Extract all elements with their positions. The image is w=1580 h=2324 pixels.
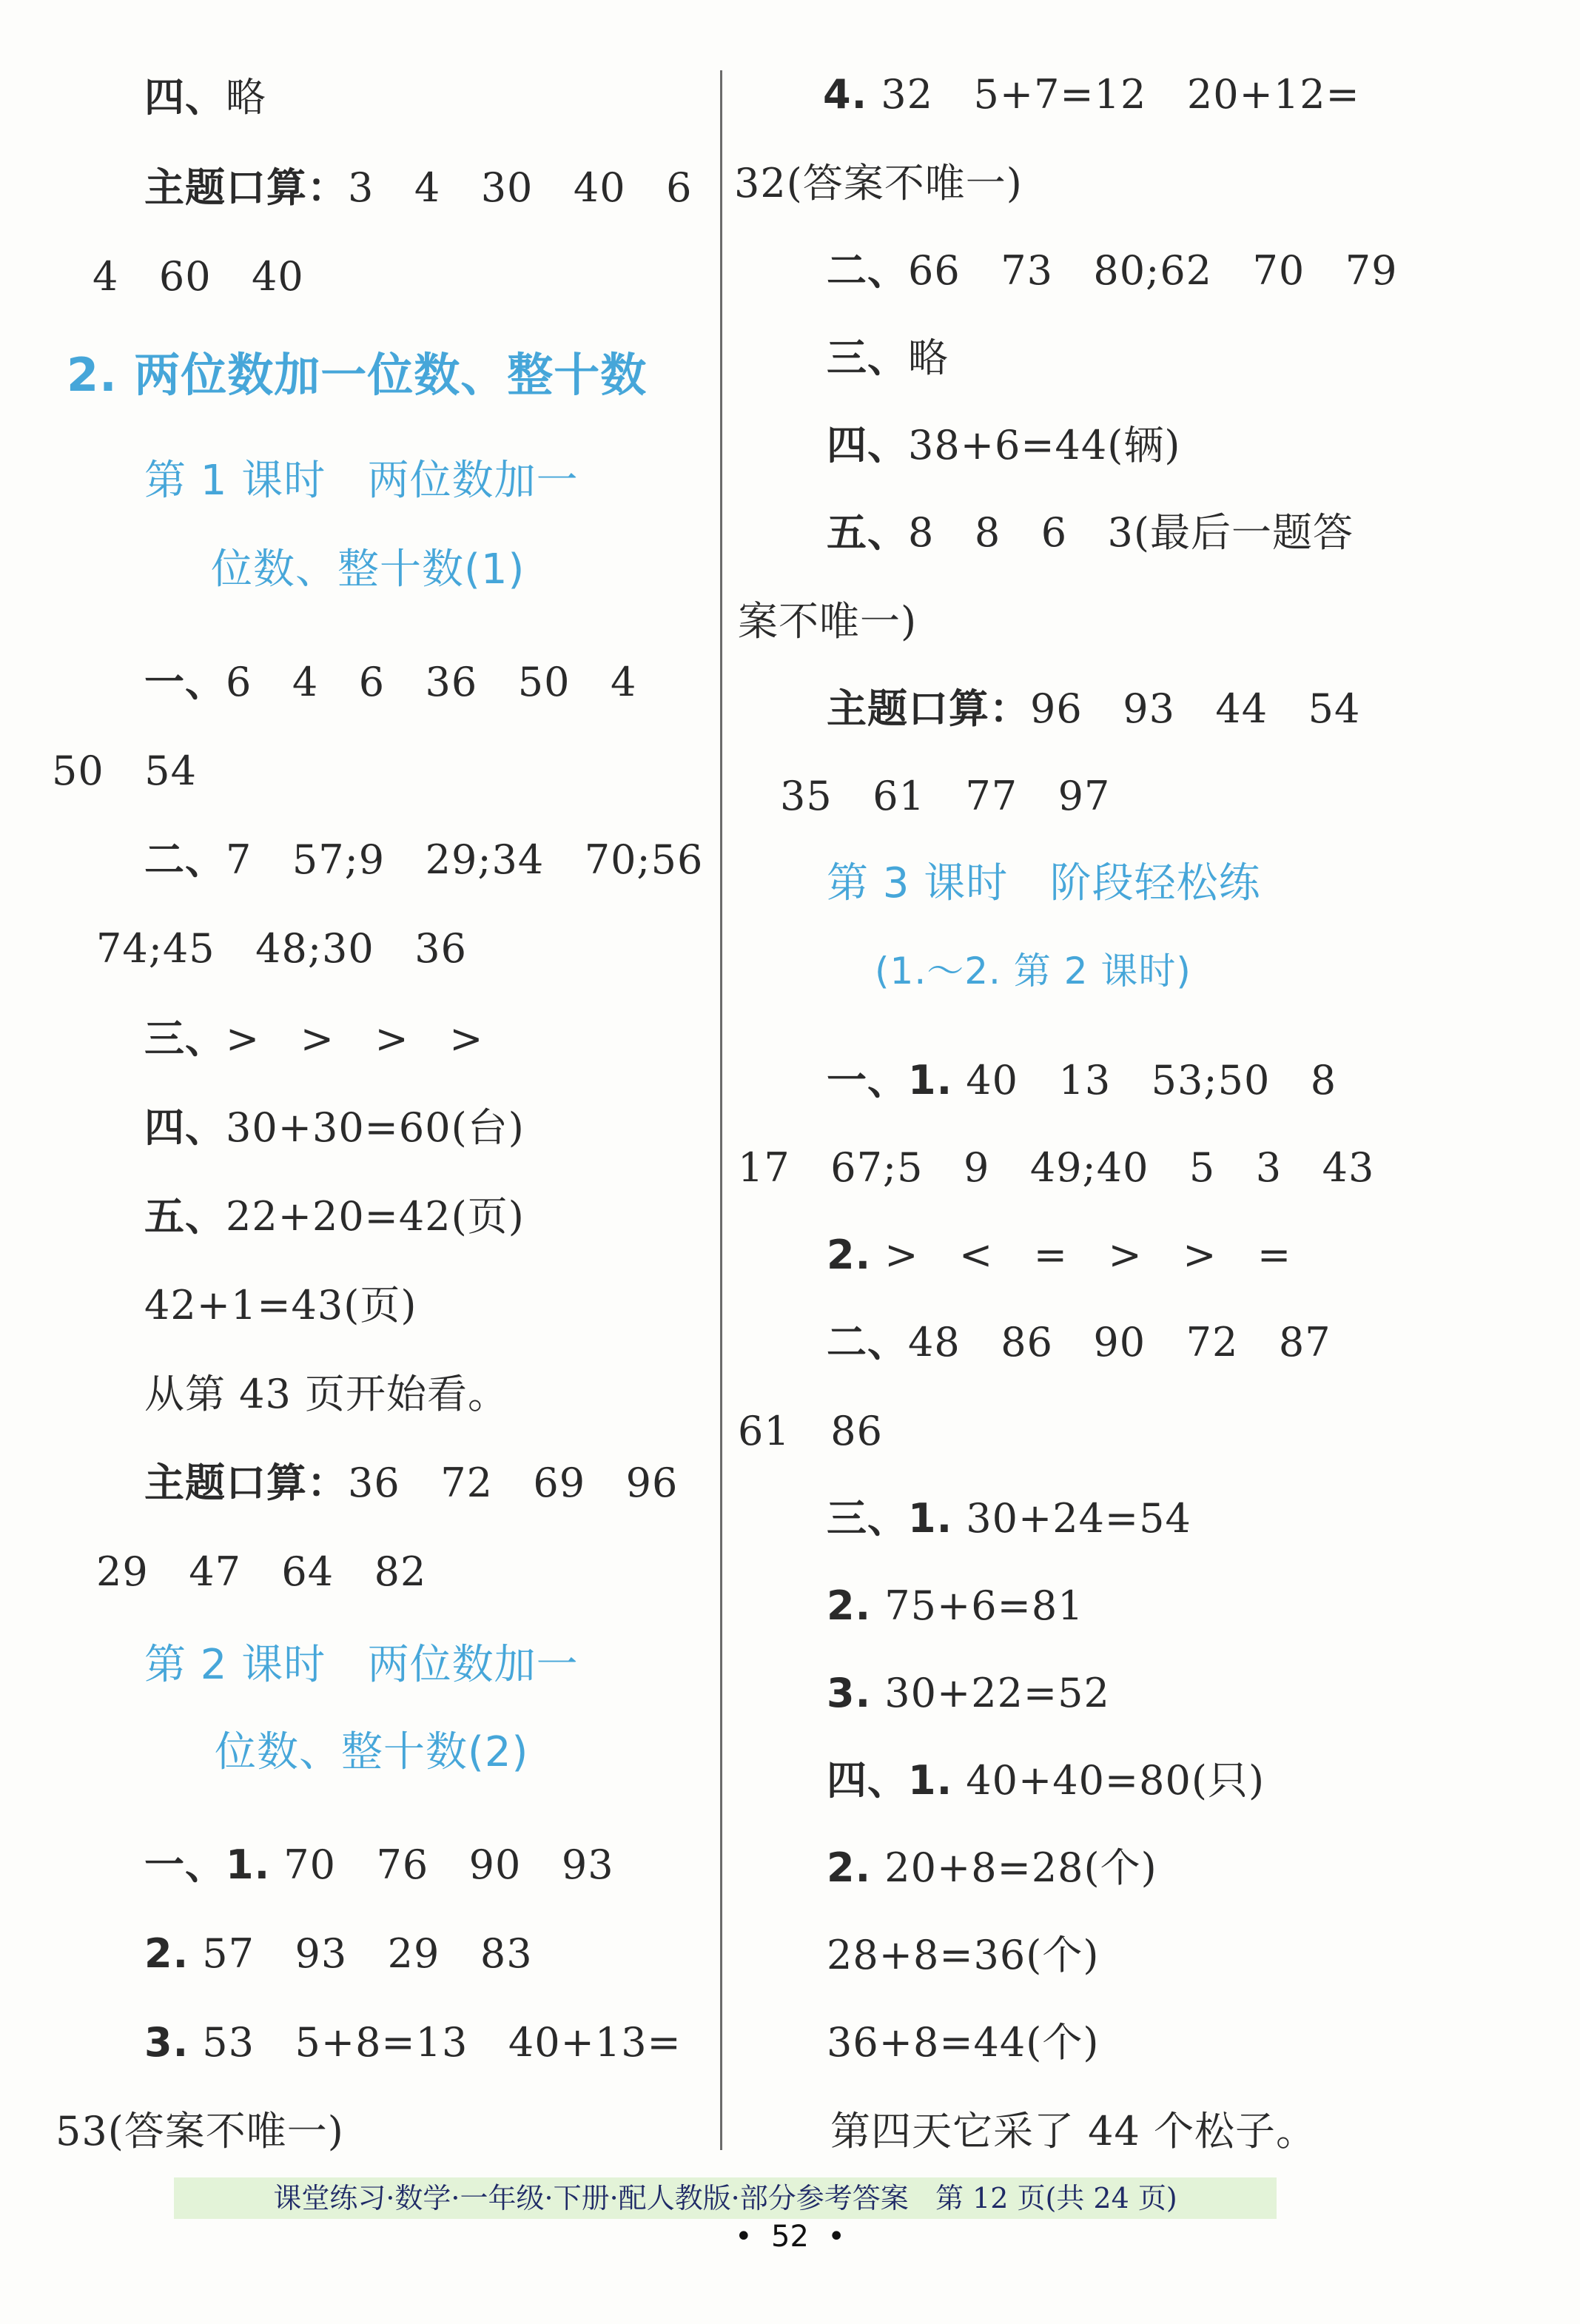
answer-line: 三、略	[827, 335, 949, 381]
answer-line: 29 47 64 82	[96, 1548, 427, 1595]
answer-line: 一、1. 40 13 53;50 8	[827, 1057, 1337, 1104]
answer-line: 17 67;5 9 49;40 5 3 43	[738, 1144, 1375, 1191]
page-footer: 课堂练习·数学·一年级·下册·配人教版·部分参考答案 第 12 页(共 24 页)	[174, 2177, 1277, 2219]
answer-line: 主题口算：3 4 30 40 6	[144, 164, 693, 211]
lesson-title-cont: 位数、整十数(1)	[211, 545, 525, 594]
answer-line: 2. 57 93 29 83	[144, 1930, 533, 1977]
answer-line: 3. 30+22=52	[827, 1670, 1110, 1716]
answer-line: 四、30+30=60(台)	[144, 1104, 525, 1151]
answer-line: 四、1. 40+40=80(只)	[827, 1757, 1265, 1804]
answer-line: 4 60 40	[93, 253, 304, 300]
lesson-title: 第 3 课时 阶段轻松练	[827, 859, 1261, 907]
answer-line: 35 61 77 97	[780, 773, 1111, 819]
answer-line: 五、8 8 6 3(最后一题答	[827, 509, 1354, 556]
answer-line: 53(答案不唯一)	[56, 2108, 344, 2155]
answer-line: 四、略	[144, 74, 266, 121]
answer-line: 3. 53 5+8=13 40+13=	[144, 2019, 682, 2066]
answer-line: 一、1. 70 76 90 93	[144, 1841, 614, 1888]
answer-line: 第四天它采了 44 个松子。	[830, 2108, 1317, 2155]
answer-line: 三、1. 30+24=54	[827, 1495, 1191, 1542]
column-divider	[720, 70, 722, 2150]
page-number: • 52 •	[735, 2220, 845, 2254]
answer-line: 二、7 57;9 29;34 70;56	[144, 836, 704, 883]
answer-line: 28+8=36(个)	[827, 1932, 1100, 1978]
answer-line: 三、> > > >	[144, 1015, 484, 1062]
answer-line: 2. > < = > > =	[827, 1232, 1292, 1278]
answer-line: 从第 43 页开始看。	[144, 1371, 509, 1417]
answer-line: 50 54	[52, 748, 197, 794]
lesson-title-cont: 位数、整十数(2)	[215, 1728, 529, 1776]
answer-line: 4. 32 5+7=12 20+12=	[823, 71, 1360, 118]
lesson-title: 第 1 课时 两位数加一	[144, 457, 579, 505]
answer-line: 2. 75+6=81	[827, 1582, 1084, 1629]
answer-line: 主题口算：96 93 44 54	[827, 685, 1361, 732]
answer-line: 二、48 86 90 72 87	[827, 1319, 1331, 1366]
answer-line: 61 86	[738, 1408, 883, 1454]
lesson-title: 第 2 课时 两位数加一	[144, 1641, 579, 1689]
answer-line: 案不唯一)	[738, 598, 918, 645]
answer-line: 32(答案不唯一)	[734, 160, 1023, 206]
section-title: 2. 两位数加一位数、整十数	[67, 348, 648, 402]
answer-line: 74;45 48;30 36	[96, 925, 467, 972]
answer-line: 主题口算：36 72 69 96	[144, 1460, 679, 1506]
answer-line: 2. 20+8=28(个)	[827, 1844, 1157, 1891]
lesson-subtitle: (1.～2. 第 2 课时)	[875, 950, 1191, 993]
answer-line: 五、22+20=42(页)	[144, 1193, 525, 1240]
answer-line: 一、6 4 6 36 50 4	[144, 659, 637, 705]
answer-line: 二、66 73 80;62 70 79	[827, 247, 1398, 294]
answer-line: 四、38+6=44(辆)	[827, 422, 1181, 469]
answer-line: 36+8=44(个)	[827, 2019, 1100, 2066]
answer-line: 42+1=43(页)	[144, 1282, 417, 1329]
